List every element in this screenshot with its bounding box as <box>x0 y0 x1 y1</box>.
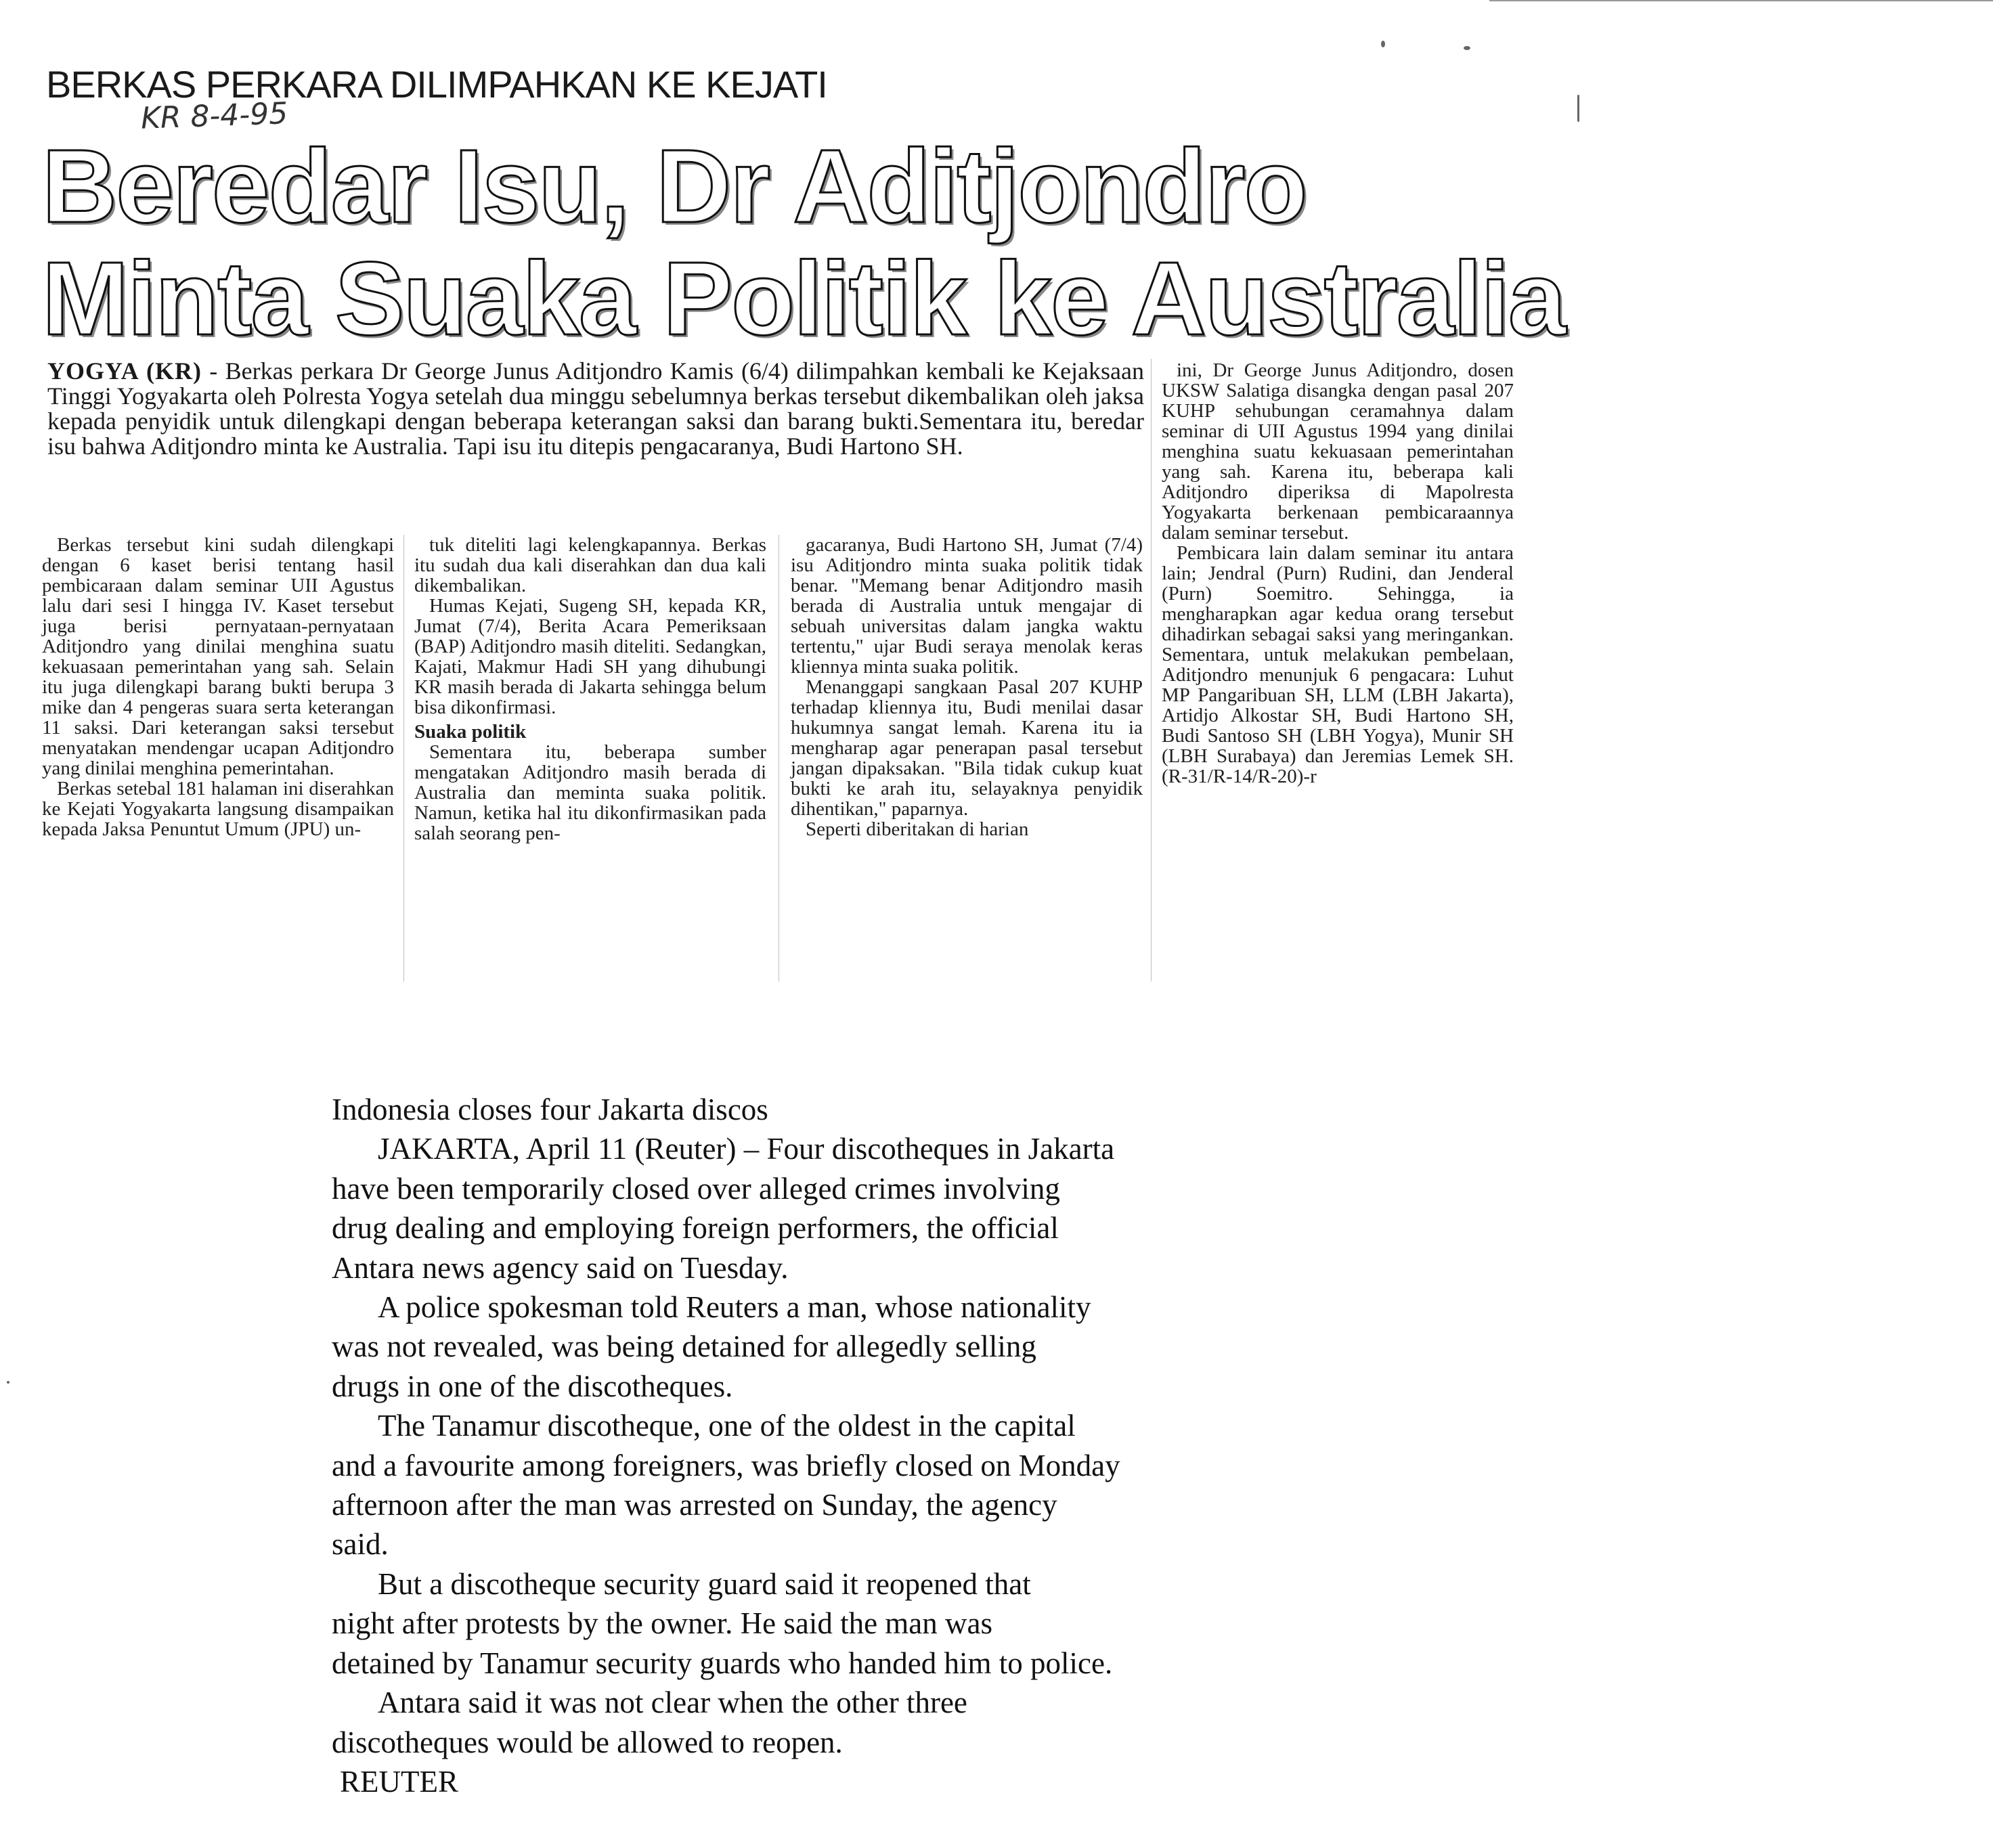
scan-speck <box>1381 41 1385 47</box>
reuters-line: A police spokesman told Reuters a man, whose nationality <box>378 1290 1091 1325</box>
reuters-line: JAKARTA, April 11 (Reuter) – Four discotheques in Jakarta <box>378 1132 1115 1166</box>
col2-paragraph-2: Humas Kejati, Sugeng SH, kepada KR, Jumat (7/4), Berita Acara Pemeriksaan (BAP) Aditjondro masih diteliti. Sedangkan, Kajati, Makmur Hadi SH yang dihubungi KR masih berada di Jakarta sehingga belum bisa dikonfirmasi. <box>414 595 766 718</box>
handwritten-date-note: KR 8-4-95 <box>140 96 288 136</box>
scan-speck <box>7 1381 9 1384</box>
article-column-3 <box>791 535 1143 839</box>
reuters-signature: REUTER <box>340 1764 458 1799</box>
lead-dateline: YOGYA (KR) <box>47 357 202 384</box>
reuters-title: Indonesia closes four Jakarta discos <box>332 1093 768 1126</box>
scan-speck <box>1464 46 1470 50</box>
reuters-line: was not revealed, was being detained for allegedly selling <box>332 1329 1036 1364</box>
article-column-4 <box>1162 360 1514 787</box>
reuters-article <box>332 1090 1279 1801</box>
col3-paragraph-1: gacaranya, Budi Hartono SH, Jumat (7/4) isu Aditjondro minta suaka politik tidak benar. "Memang benar Aditjondro masih berada di Australia untuk mengajar di sebuah universitas dalam jangka waktu tertentu," ujar Budi seraya menolak keras kliennya minta suaka politik. <box>791 534 1143 678</box>
lead-text: - Berkas perkara Dr George Junus Aditjondro Kamis (6/4) dilimpahkan kembali ke Kejaksaan Tinggi Yogyakarta oleh Polresta Yogya setelah dua minggu sebelumnya berkas tersebut dikembalikan oleh jaksa kepada penyidik untuk dilengkapi dengan beberapa keterangan saksi dan barang bukti.Sementara itu, beredar isu bahwa Aditjondro minta ke Australia. Tapi isu itu ditepis pengacaranya, Budi Hartono SH. <box>47 357 1144 460</box>
col1-paragraph-1: Berkas tersebut kini sudah dilengkapi dengan 6 kaset berisi tentang hasil pembicaraan dalam seminar UII Agustus lalu dari sesi I hingga IV. Kaset tersebut juga berisi pernyataan-pernyataan Aditjondro yang dinilai menghina suatu kekuasaan pemerintahan yang sah. Selain itu juga dilengkapi barang bukti berupa 3 mike dan 4 pengeras suara serta keterangan 11 saksi. Dari keterangan saksi tersebut menyatakan mendengar ucapan Aditjondro yang dinilai menghina pemerintahan. <box>42 534 394 779</box>
lead-paragraph <box>47 359 1144 459</box>
reuters-line: detained by Tanamur security guards who handed him to police. <box>332 1646 1113 1680</box>
headline-line-2: Minta Suaka Politik ke Australia <box>42 240 1565 357</box>
reuters-line: have been temporarily closed over alleged crimes involving <box>332 1171 1060 1206</box>
col4-paragraph-1: ini, Dr George Junus Aditjondro, dosen UKSW Salatiga disangka dengan pasal 207 KUHP sehubungan ceramahnya dalam seminar di UII Agustus 1994 yang dinilai menghina suatu kekuasaan pemerintahan yang sah. Karena itu, beberapa kali Aditjondro diperiksa di Mapolresta Yogyakarta berkenaan pembicaraannya dalam seminar tersebut. <box>1162 359 1514 544</box>
reuters-line: night after protests by the owner. He said the man was <box>332 1606 993 1641</box>
clipping-kicker: BERKAS PERKARA DILIMPAHKAN KE KEJATI <box>46 63 827 106</box>
scan-speck <box>1577 95 1579 122</box>
reuters-line: and a favourite among foreigners, was briefly closed on Monday <box>332 1448 1120 1482</box>
reuters-line: afternoon after the man was arrested on Sunday, the agency <box>332 1488 1057 1522</box>
reuters-line: drugs in one of the discotheques. <box>332 1369 733 1403</box>
reuters-line: Antara news agency said on Tuesday. <box>332 1250 789 1285</box>
reuters-line: said. <box>332 1527 389 1562</box>
reuters-line: The Tanamur discotheque, one of the oldest in the capital <box>378 1409 1076 1443</box>
article-column-1 <box>42 535 394 839</box>
col3-paragraph-3: Seperti diberitakan di harian <box>806 818 1029 840</box>
reuters-line: discotheques would be allowed to reopen. <box>332 1725 843 1759</box>
scan-edge-line <box>1489 0 1993 1</box>
col4-paragraph-2: Pembicara lain dalam seminar itu antara lain; Jendral (Purn) Rudini, dan Jenderal (Purn) Soemitro. Sehingga, ia mengharapkan agar kedua orang tersebut dihadirkan sebagai saksi yang meringankan. Sementara, untuk melakukan pembelaan, Aditjondro menunjuk 6 pengacara: Luhut MP Pangaribuan SH, LLM (LBH Jakarta), Artidjo Alkostar SH, Budi Hartono SH, Budi Santoso SH (LBH Yogya), Munir SH (LBH Surabaya) dan Jeremias Lemek SH. (R-31/R-14/R-20)-r <box>1162 542 1514 787</box>
col1-paragraph-2: Berkas setebal 181 halaman ini diserahkan ke Kejati Yogyakarta langsung disampaikan kepada Jaksa Penuntut Umum (JPU) un- <box>42 778 394 840</box>
column-divider <box>403 535 404 982</box>
headline-line-1: Beredar Isu, Dr Aditjondro <box>42 128 1307 244</box>
article-column-2 <box>414 535 766 843</box>
col2-subheading: Suaka politik <box>414 721 527 743</box>
reuters-line: drug dealing and employing foreign performers, the official <box>332 1211 1059 1246</box>
reuters-line: Antara said it was not clear when the other three <box>378 1686 967 1720</box>
reuters-line: But a discotheque security guard said it reopened that <box>378 1566 1031 1601</box>
col3-paragraph-2: Menanggapi sangkaan Pasal 207 KUHP terhadap kliennya itu, Budi menilai dasar hukumnya sangat lemah. Karena itu ia mengharap agar penerapan pasal tersebut jangan dipaksakan. "Bila tidak cukup kuat bukti ke arah itu, selayaknya penyidik dihentikan," paparnya. <box>791 676 1143 820</box>
col2-paragraph-3: Sementara itu, beberapa sumber mengatakan Aditjondro masih berada di Australia dan meminta suaka politik. Namun, ketika hal itu dikonfirmasikan pada salah seorang pen- <box>414 741 766 844</box>
col2-paragraph-1: tuk diteliti lagi kelengkapannya. Berkas itu sudah dua kali diserahkan dan dua kali dikembalikan. <box>414 534 766 596</box>
column-divider <box>1151 359 1152 982</box>
